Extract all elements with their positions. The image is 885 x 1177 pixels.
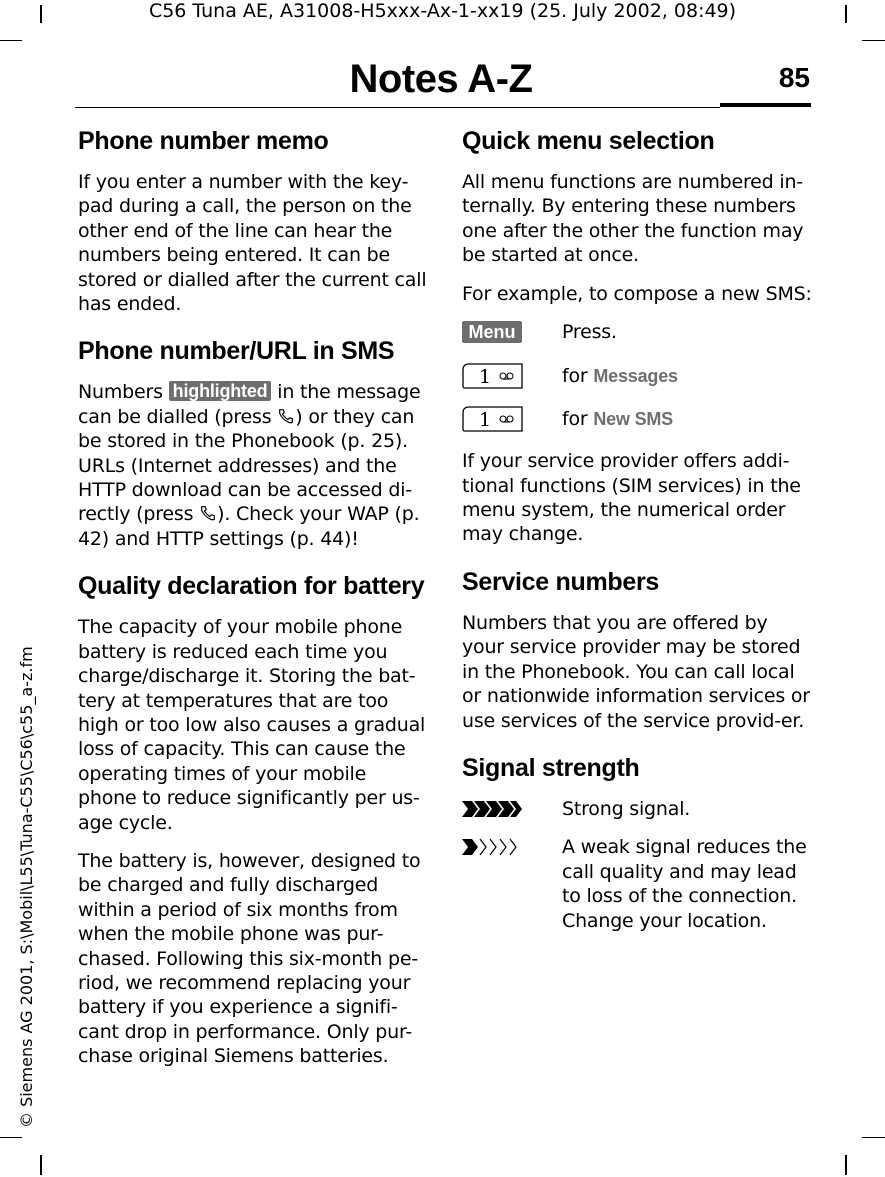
- step-row: [462, 407, 812, 431]
- step-text: for New SMS: [562, 407, 673, 430]
- key-1-icon: [462, 406, 524, 432]
- signal-weak-icon: [462, 837, 524, 857]
- section-heading-battery: Quality declaration for battery: [78, 572, 425, 601]
- quick-menu-text-3: If your service provider offers addi-tional functions (SIM services) in the menu system, the numerical order may change.: [462, 450, 801, 546]
- section-heading-phone-url: Phone number/URL in SMS: [78, 337, 395, 366]
- crop-mark: [0, 40, 22, 41]
- svg-text:1: 1: [479, 408, 492, 431]
- page-number: 85: [778, 62, 810, 93]
- page-title: Notes A-Z: [349, 57, 533, 101]
- step-row: [462, 320, 812, 344]
- phone-url-text: Numbers highlighted in the message can be dialled (press ) or they can be stored in the Phonebook (p. 25). URLs (Internet addresses) and the HTTP download can be accessed di-rectly (press ). Check your WAP (p. 42) and HTTP settings (p. 44)!: [78, 381, 421, 550]
- quick-menu-text-1: All menu functions are numbered in-ternally. By entering these numbers one after the other the function may be started at once.: [462, 171, 804, 267]
- left-column: [78, 126, 428, 1083]
- key-1-icon: [462, 363, 524, 389]
- service-text: Numbers that you are offered by your service provider may be stored in the Phonebook. You can call local or nationwide information services or use services of the service provid-er.: [462, 611, 810, 732]
- right-column: [462, 126, 812, 947]
- menu-label-messages: Messages: [593, 366, 678, 387]
- quick-menu-text-2: For example, to compose a new SMS:: [462, 282, 812, 305]
- signal-weak-text: A weak signal reduces the call quality and may lead to loss of the connection. Change your location.: [562, 836, 807, 932]
- crop-mark: [0, 1137, 22, 1138]
- running-head: C56 Tuna AE, A31008-H5xxx-Ax-1-xx19 (25. July 2002, 08:49): [148, 0, 737, 22]
- copyright-side-note: © Siemens AG 2001, S:\Mobil\L55\Tuna-C55\C56\c55_a-z.fm: [17, 646, 36, 1128]
- menu-label-new-sms: New SMS: [593, 408, 673, 429]
- signal-strong-text: Strong signal.: [562, 797, 691, 820]
- step-row: [462, 364, 812, 388]
- step-text: Press.: [562, 321, 617, 344]
- battery-text-1: The capacity of your mobile phone battery is reduced each time you charge/discharge it. Storing the bat-tery at temperatures that are too high or too low also causes a gradual loss of capacity. This can cause the operating times of your mobile phone to reduce significantly per us-age cycle.: [78, 616, 426, 834]
- section-heading-phone-memo: Phone number memo: [78, 127, 329, 155]
- crop-mark: [845, 1155, 847, 1175]
- signal-row-strong: [462, 797, 812, 821]
- menu-key-icon: Menu: [462, 321, 522, 343]
- crop-mark: [862, 1137, 885, 1138]
- page-number-rule: [720, 103, 811, 107]
- highlighted-badge: highlighted: [169, 381, 272, 401]
- call-key-icon: [277, 407, 295, 425]
- phone-memo-text: If you enter a number with the key-pad during a call, the person on the other end of the line can hear the numbers being entered. It can be stored or dialled after the current call has ended.: [78, 171, 427, 316]
- signal-row-weak: [462, 835, 812, 933]
- step-text: for Messages: [562, 365, 678, 388]
- signal-strong-icon: [462, 799, 524, 819]
- call-key-icon: [199, 504, 217, 522]
- crop-mark: [40, 1155, 42, 1175]
- section-heading-signal: Signal strength: [462, 753, 640, 782]
- battery-text-2: The battery is, however, designed to be charged and fully discharged within a period of six months from when the mobile phone was pur-chased. Following this six-month pe-riod, we recommend replacing your battery if you experience a signifi-cant drop in performance. Only pur-chase original Siemens batteries.: [78, 849, 421, 1068]
- title-rule: [75, 107, 720, 108]
- section-heading-quick-menu: Quick menu selection: [462, 127, 715, 155]
- svg-text:1: 1: [479, 366, 492, 389]
- crop-mark: [862, 40, 885, 41]
- section-heading-service: Service numbers: [462, 567, 659, 596]
